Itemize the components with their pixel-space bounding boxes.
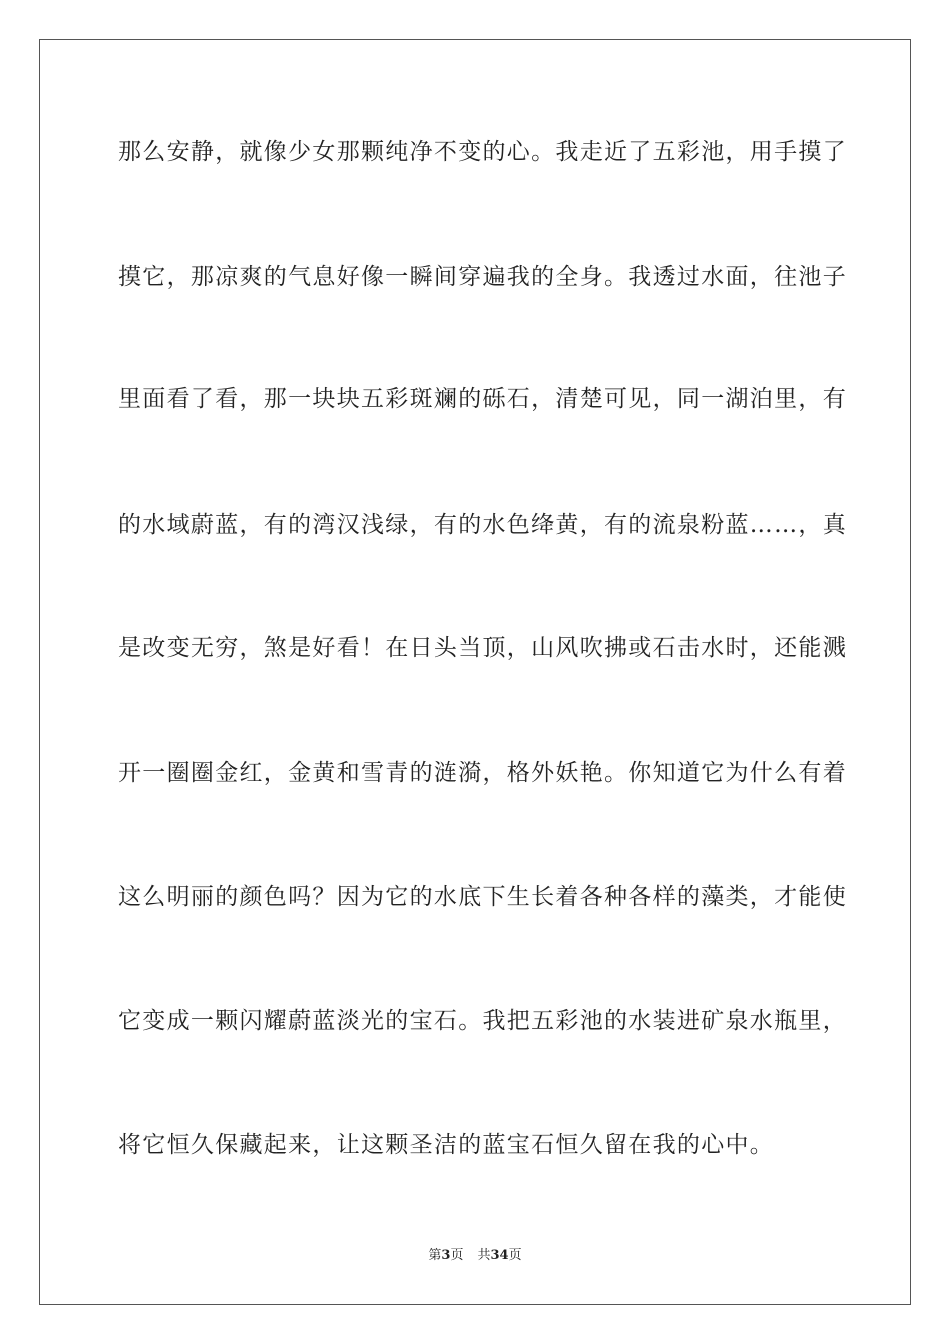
paragraph-line-6: 开一圈圈金红，金黄和雪青的涟漪，格外妖艳。你知道它为什么有着 xyxy=(118,760,847,786)
page-prefix: 第 xyxy=(428,1248,442,1263)
page-border xyxy=(39,39,911,1305)
paragraph-line-2: 摸它，那凉爽的气息好像一瞬间穿遍我的全身。我透过水面，往池子 xyxy=(118,264,847,290)
paragraph-line-7: 这么明丽的颜色吗？因为它的水底下生长着各种各样的藻类，才能使 xyxy=(118,884,847,910)
paragraph-line-1: 那么安静，就像少女那颗纯净不变的心。我走近了五彩池，用手摸了 xyxy=(118,139,847,165)
paragraph-line-4: 的水域蔚蓝，有的湾汉浅绿，有的水色绛黄，有的流泉粉蓝……，真 xyxy=(118,512,847,538)
total-suffix: 页 xyxy=(508,1248,522,1263)
total-pages: 34 xyxy=(490,1248,509,1263)
total-prefix: 共 xyxy=(477,1248,491,1263)
paragraph-line-3: 里面看了看，那一块块五彩斑斓的砾石，清楚可见，同一湖泊里，有 xyxy=(118,386,847,412)
paragraph-line-5: 是改变无穷，煞是好看！在日头当顶，山风吹拂或石击水时，还能溅 xyxy=(118,635,847,661)
paragraph-line-8: 它变成一颗闪耀蔚蓝淡光的宝石。我把五彩池的水装进矿泉水瓶里， xyxy=(118,1008,847,1034)
paragraph-line-9: 将它恒久保藏起来，让这颗圣洁的蓝宝石恒久留在我的心中。 xyxy=(118,1132,775,1158)
page-footer xyxy=(0,1247,950,1265)
page-number: 3 xyxy=(441,1248,451,1263)
page-suffix: 页 xyxy=(450,1248,464,1263)
